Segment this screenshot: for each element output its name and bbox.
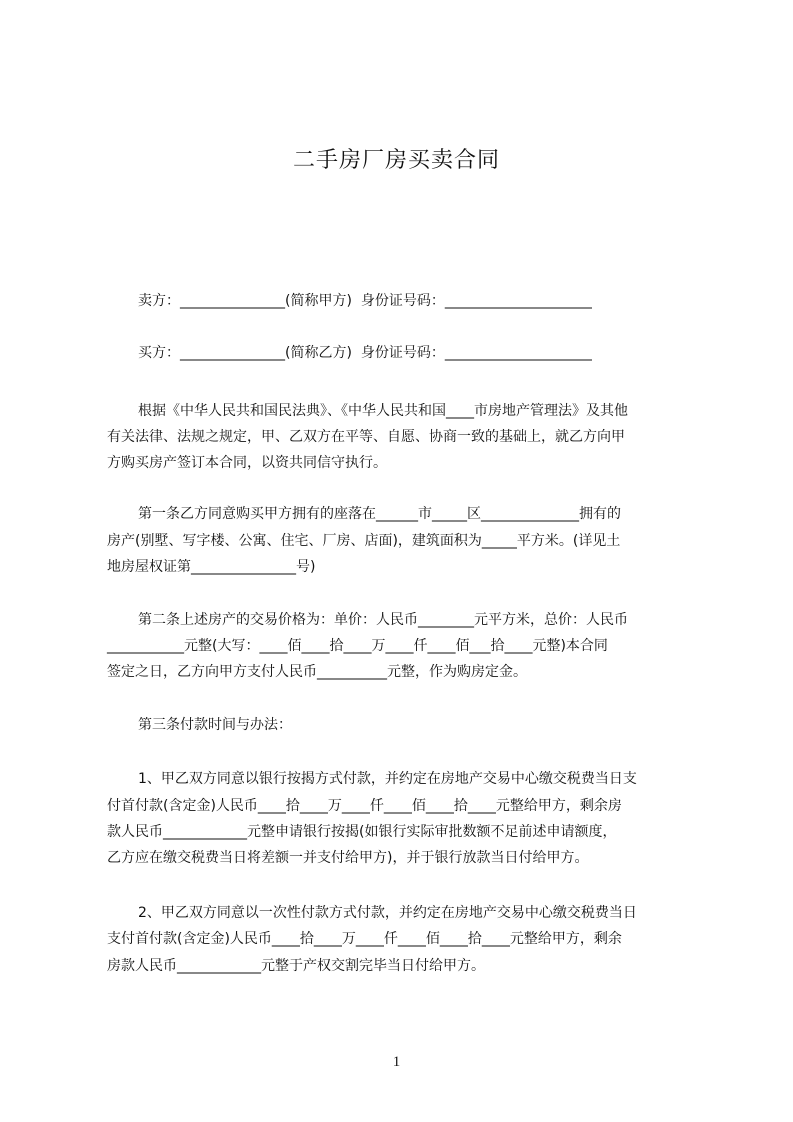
article3-title: 第三条付款时间与办法：	[138, 717, 292, 733]
preamble-line: 根据《中华人民共和国民法典》、《中华人民共和国____市房地产管理法》及其他	[138, 403, 628, 419]
document-title: 二手房厂房买卖合同	[292, 148, 500, 173]
buyer-line: 买方：_______________(简称乙方) 身份证号码：_____________________	[138, 345, 592, 361]
article2-line: ___________元整(大写：____佰____拾____万____仟____佰___拾____元整)本合同	[107, 638, 608, 654]
seller-line: 卖方：_______________(简称甲方) 身份证号码：_____________________	[138, 293, 592, 309]
clause2-line: 支付首付款(含定金)人民币____拾____万____仟____佰____拾____元整给甲方，剩余	[107, 931, 622, 947]
clause1-line: 付首付款(含定金)人民币____拾____万____仟____佰____拾____元整给甲方，剩余房	[107, 798, 622, 814]
article1-line: 第一条乙方同意购买甲方拥有的座落在______市_____区______________拥有的	[138, 506, 621, 522]
page-number: 1	[392, 1054, 401, 1070]
clause2-line: 房款人民币____________元整于产权交割完毕当日付给甲方。	[107, 958, 485, 974]
preamble-line: 方购买房产签订本合同，以资共同信守执行。	[107, 455, 387, 471]
article1-line: 地房屋权证第_______________号)	[107, 559, 316, 575]
clause1-line: 款人民币____________元整申请银行按揭(如银行实际审批数额不足前述申请额度，	[107, 824, 617, 840]
clause2-line: 2、甲乙双方同意以一次性付款方式付款，并约定在房地产交易中心缴交税费当日	[138, 905, 637, 921]
article1-line: 房产(别墅、写字楼、公寓、住宅、厂房、店面)，建筑面积为_____平方米。(详见土	[107, 533, 621, 549]
clause1-line: 乙方应在缴交税费当日将差额一并支付给甲方)，并于银行放款当日付给甲方。	[107, 850, 589, 866]
article2-line: 第二条上述房产的交易价格为：单价：人民币________元平方米，总价：人民币	[138, 612, 628, 628]
article2-line: 签定之日，乙方向甲方支付人民币__________元整，作为购房定金。	[107, 664, 527, 680]
clause1-line: 1、甲乙双方同意以银行按揭方式付款，并约定在房地产交易中心缴交税费当日支	[138, 771, 637, 787]
preamble-line: 有关法律、法规之规定，甲、乙双方在平等、自愿、协商一致的基础上，就乙方向甲	[107, 429, 625, 445]
